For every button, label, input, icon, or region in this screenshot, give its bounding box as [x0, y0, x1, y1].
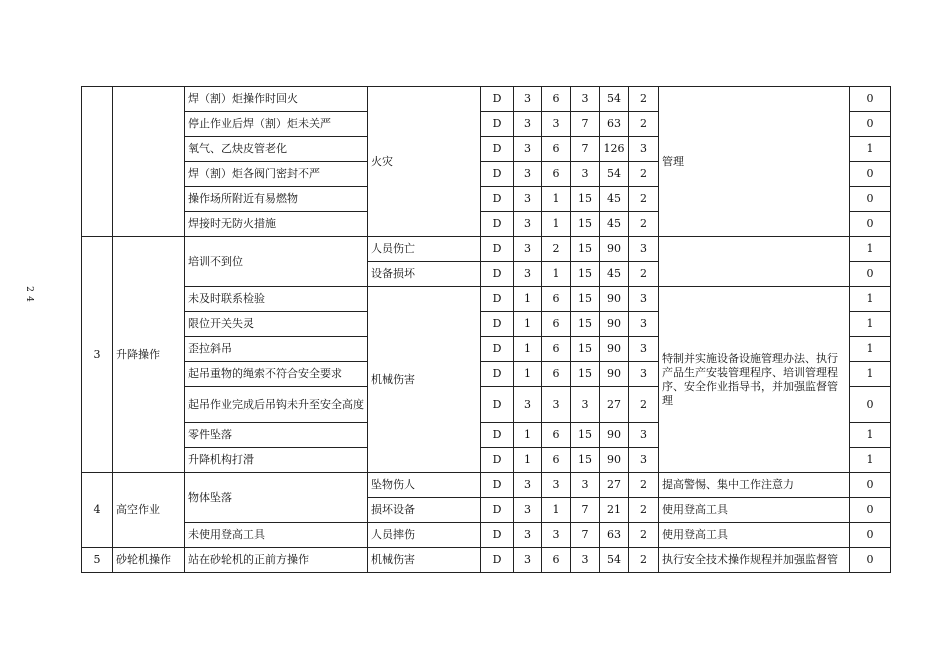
d-cell: 90	[600, 448, 629, 473]
grade-cell: 3	[629, 423, 659, 448]
grade-cell: 2	[629, 498, 659, 523]
c-cell: 15	[571, 237, 600, 262]
d-cell: 54	[600, 162, 629, 187]
result-cell: 0	[850, 262, 891, 287]
level-cell: D	[481, 162, 514, 187]
hazard-cell: 起吊重物的绳索不符合安全要求	[185, 362, 368, 387]
c-cell: 7	[571, 137, 600, 162]
l-cell: 1	[514, 362, 542, 387]
grade-cell: 2	[629, 187, 659, 212]
c-cell: 15	[571, 287, 600, 312]
l-cell: 3	[514, 112, 542, 137]
d-cell: 90	[600, 287, 629, 312]
result-cell: 1	[850, 312, 891, 337]
c-cell: 15	[571, 262, 600, 287]
table-row	[82, 237, 891, 262]
level-cell: D	[481, 337, 514, 362]
c-cell: 7	[571, 498, 600, 523]
consequence-cell: 坠物伤人	[368, 473, 481, 498]
l-cell: 3	[514, 87, 542, 112]
d-cell: 90	[600, 423, 629, 448]
grade-cell: 3	[629, 137, 659, 162]
e-cell: 3	[542, 387, 571, 423]
c-cell: 15	[571, 337, 600, 362]
hazard-cell: 氧气、乙炔皮管老化	[185, 137, 368, 162]
result-cell: 0	[850, 498, 891, 523]
grade-cell: 2	[629, 473, 659, 498]
l-cell: 1	[514, 287, 542, 312]
result-cell: 0	[850, 187, 891, 212]
e-cell: 6	[542, 87, 571, 112]
l-cell: 3	[514, 387, 542, 423]
hazard-cell: 歪拉斜吊	[185, 337, 368, 362]
l-cell: 3	[514, 137, 542, 162]
risk-assessment-table	[81, 86, 891, 573]
l-cell: 3	[514, 548, 542, 573]
e-cell: 6	[542, 312, 571, 337]
d-cell: 45	[600, 187, 629, 212]
c-cell: 15	[571, 312, 600, 337]
hazard-cell: 起吊作业完成后吊钩未升至安全高度	[185, 387, 368, 423]
d-cell: 27	[600, 387, 629, 423]
result-cell: 0	[850, 162, 891, 187]
consequence-cell: 机械伤害	[368, 287, 481, 473]
level-cell: D	[481, 212, 514, 237]
consequence-cell: 人员摔伤	[368, 523, 481, 548]
c-cell: 15	[571, 423, 600, 448]
l-cell: 3	[514, 262, 542, 287]
result-cell: 0	[850, 212, 891, 237]
grade-cell: 3	[629, 448, 659, 473]
table-row	[82, 548, 891, 573]
d-cell: 63	[600, 523, 629, 548]
consequence-cell: 机械伤害	[368, 548, 481, 573]
page-number	[22, 284, 36, 304]
level-cell: D	[481, 387, 514, 423]
hazard-cell: 焊接时无防火措施	[185, 212, 368, 237]
group-no-cell: 5	[82, 548, 113, 573]
l-cell: 1	[514, 312, 542, 337]
l-cell: 3	[514, 473, 542, 498]
e-cell: 6	[542, 137, 571, 162]
measure-cell: 特制并实施设备设施管理办法、执行产品生产安装管理程序、培训管理程序、安全作业指导书，并加强监督管理	[659, 287, 850, 473]
l-cell: 3	[514, 498, 542, 523]
d-cell: 21	[600, 498, 629, 523]
consequence-cell: 人员伤亡	[368, 237, 481, 262]
d-cell: 54	[600, 548, 629, 573]
level-cell: D	[481, 112, 514, 137]
result-cell: 1	[850, 362, 891, 387]
e-cell: 3	[542, 473, 571, 498]
e-cell: 3	[542, 112, 571, 137]
c-cell: 3	[571, 387, 600, 423]
result-cell: 0	[850, 473, 891, 498]
c-cell: 15	[571, 448, 600, 473]
c-cell: 15	[571, 362, 600, 387]
hazard-cell: 站在砂轮机的正前方操作	[185, 548, 368, 573]
c-cell: 7	[571, 523, 600, 548]
l-cell: 3	[514, 162, 542, 187]
group-no-cell: 4	[82, 473, 113, 548]
hazard-cell: 操作场所附近有易燃物	[185, 187, 368, 212]
result-cell: 1	[850, 137, 891, 162]
level-cell: D	[481, 312, 514, 337]
page-number-digit: 4	[24, 296, 34, 302]
hazard-cell: 限位开关失灵	[185, 312, 368, 337]
hazard-cell: 停止作业后焊（割）炬未关严	[185, 112, 368, 137]
page-number-digit: 2	[24, 286, 34, 292]
grade-cell: 2	[629, 87, 659, 112]
d-cell: 45	[600, 262, 629, 287]
grade-cell: 3	[629, 362, 659, 387]
measure-cell	[659, 237, 850, 287]
l-cell: 3	[514, 212, 542, 237]
grade-cell: 2	[629, 212, 659, 237]
e-cell: 2	[542, 237, 571, 262]
grade-cell: 2	[629, 112, 659, 137]
level-cell: D	[481, 423, 514, 448]
level-cell: D	[481, 523, 514, 548]
result-cell: 1	[850, 287, 891, 312]
result-cell: 1	[850, 337, 891, 362]
grade-cell: 2	[629, 387, 659, 423]
e-cell: 1	[542, 498, 571, 523]
grade-cell: 3	[629, 312, 659, 337]
grade-cell: 3	[629, 337, 659, 362]
e-cell: 6	[542, 337, 571, 362]
result-cell: 0	[850, 523, 891, 548]
d-cell: 90	[600, 337, 629, 362]
d-cell: 90	[600, 237, 629, 262]
hazard-cell: 焊（割）炬操作时回火	[185, 87, 368, 112]
level-cell: D	[481, 548, 514, 573]
grade-cell: 2	[629, 162, 659, 187]
level-cell: D	[481, 237, 514, 262]
level-cell: D	[481, 448, 514, 473]
grade-cell: 2	[629, 548, 659, 573]
table-row	[82, 523, 891, 548]
grade-cell: 2	[629, 523, 659, 548]
d-cell: 63	[600, 112, 629, 137]
level-cell: D	[481, 287, 514, 312]
result-cell: 1	[850, 423, 891, 448]
consequence-cell: 火灾	[368, 87, 481, 237]
hazard-cell: 焊（割）炬各阀门密封不严	[185, 162, 368, 187]
d-cell: 90	[600, 362, 629, 387]
result-cell: 0	[850, 548, 891, 573]
e-cell: 6	[542, 162, 571, 187]
measure-cell: 管理	[659, 87, 850, 237]
e-cell: 1	[542, 187, 571, 212]
group-name-cell: 升降操作	[113, 237, 185, 473]
c-cell: 3	[571, 473, 600, 498]
l-cell: 3	[514, 237, 542, 262]
measure-cell: 使用登高工具	[659, 498, 850, 523]
group-no-cell: 3	[82, 237, 113, 473]
d-cell: 45	[600, 212, 629, 237]
consequence-cell: 损坏设备	[368, 498, 481, 523]
e-cell: 1	[542, 262, 571, 287]
c-cell: 3	[571, 87, 600, 112]
level-cell: D	[481, 87, 514, 112]
d-cell: 126	[600, 137, 629, 162]
result-cell: 0	[850, 387, 891, 423]
grade-cell: 2	[629, 262, 659, 287]
result-cell: 1	[850, 448, 891, 473]
hazard-cell: 物体坠落	[185, 473, 368, 523]
e-cell: 6	[542, 448, 571, 473]
e-cell: 3	[542, 523, 571, 548]
e-cell: 6	[542, 548, 571, 573]
l-cell: 1	[514, 423, 542, 448]
measure-cell: 提高警惕、集中工作注意力	[659, 473, 850, 498]
c-cell: 7	[571, 112, 600, 137]
group-no-cell	[82, 87, 113, 237]
table-row	[82, 473, 891, 498]
result-cell: 0	[850, 112, 891, 137]
level-cell: D	[481, 187, 514, 212]
measure-cell: 使用登高工具	[659, 523, 850, 548]
level-cell: D	[481, 362, 514, 387]
e-cell: 1	[542, 212, 571, 237]
group-name-cell: 砂轮机操作	[113, 548, 185, 573]
c-cell: 15	[571, 212, 600, 237]
l-cell: 1	[514, 448, 542, 473]
hazard-cell: 零件坠落	[185, 423, 368, 448]
c-cell: 15	[571, 187, 600, 212]
consequence-cell: 设备损坏	[368, 262, 481, 287]
e-cell: 6	[542, 287, 571, 312]
table-row	[82, 87, 891, 112]
l-cell: 3	[514, 523, 542, 548]
hazard-cell: 培训不到位	[185, 237, 368, 287]
group-name-cell: 高空作业	[113, 473, 185, 548]
d-cell: 90	[600, 312, 629, 337]
table-row	[82, 287, 891, 312]
hazard-cell: 未及时联系检验	[185, 287, 368, 312]
result-cell: 1	[850, 237, 891, 262]
group-name-cell	[113, 87, 185, 237]
hazard-cell: 未使用登高工具	[185, 523, 368, 548]
result-cell: 0	[850, 87, 891, 112]
measure-cell: 执行安全技术操作规程并加强监督管	[659, 548, 850, 573]
c-cell: 3	[571, 548, 600, 573]
l-cell: 3	[514, 187, 542, 212]
c-cell: 3	[571, 162, 600, 187]
d-cell: 27	[600, 473, 629, 498]
hazard-cell: 升降机构打滑	[185, 448, 368, 473]
level-cell: D	[481, 262, 514, 287]
level-cell: D	[481, 498, 514, 523]
level-cell: D	[481, 473, 514, 498]
d-cell: 54	[600, 87, 629, 112]
l-cell: 1	[514, 337, 542, 362]
grade-cell: 3	[629, 237, 659, 262]
e-cell: 6	[542, 362, 571, 387]
level-cell: D	[481, 137, 514, 162]
e-cell: 6	[542, 423, 571, 448]
grade-cell: 3	[629, 287, 659, 312]
